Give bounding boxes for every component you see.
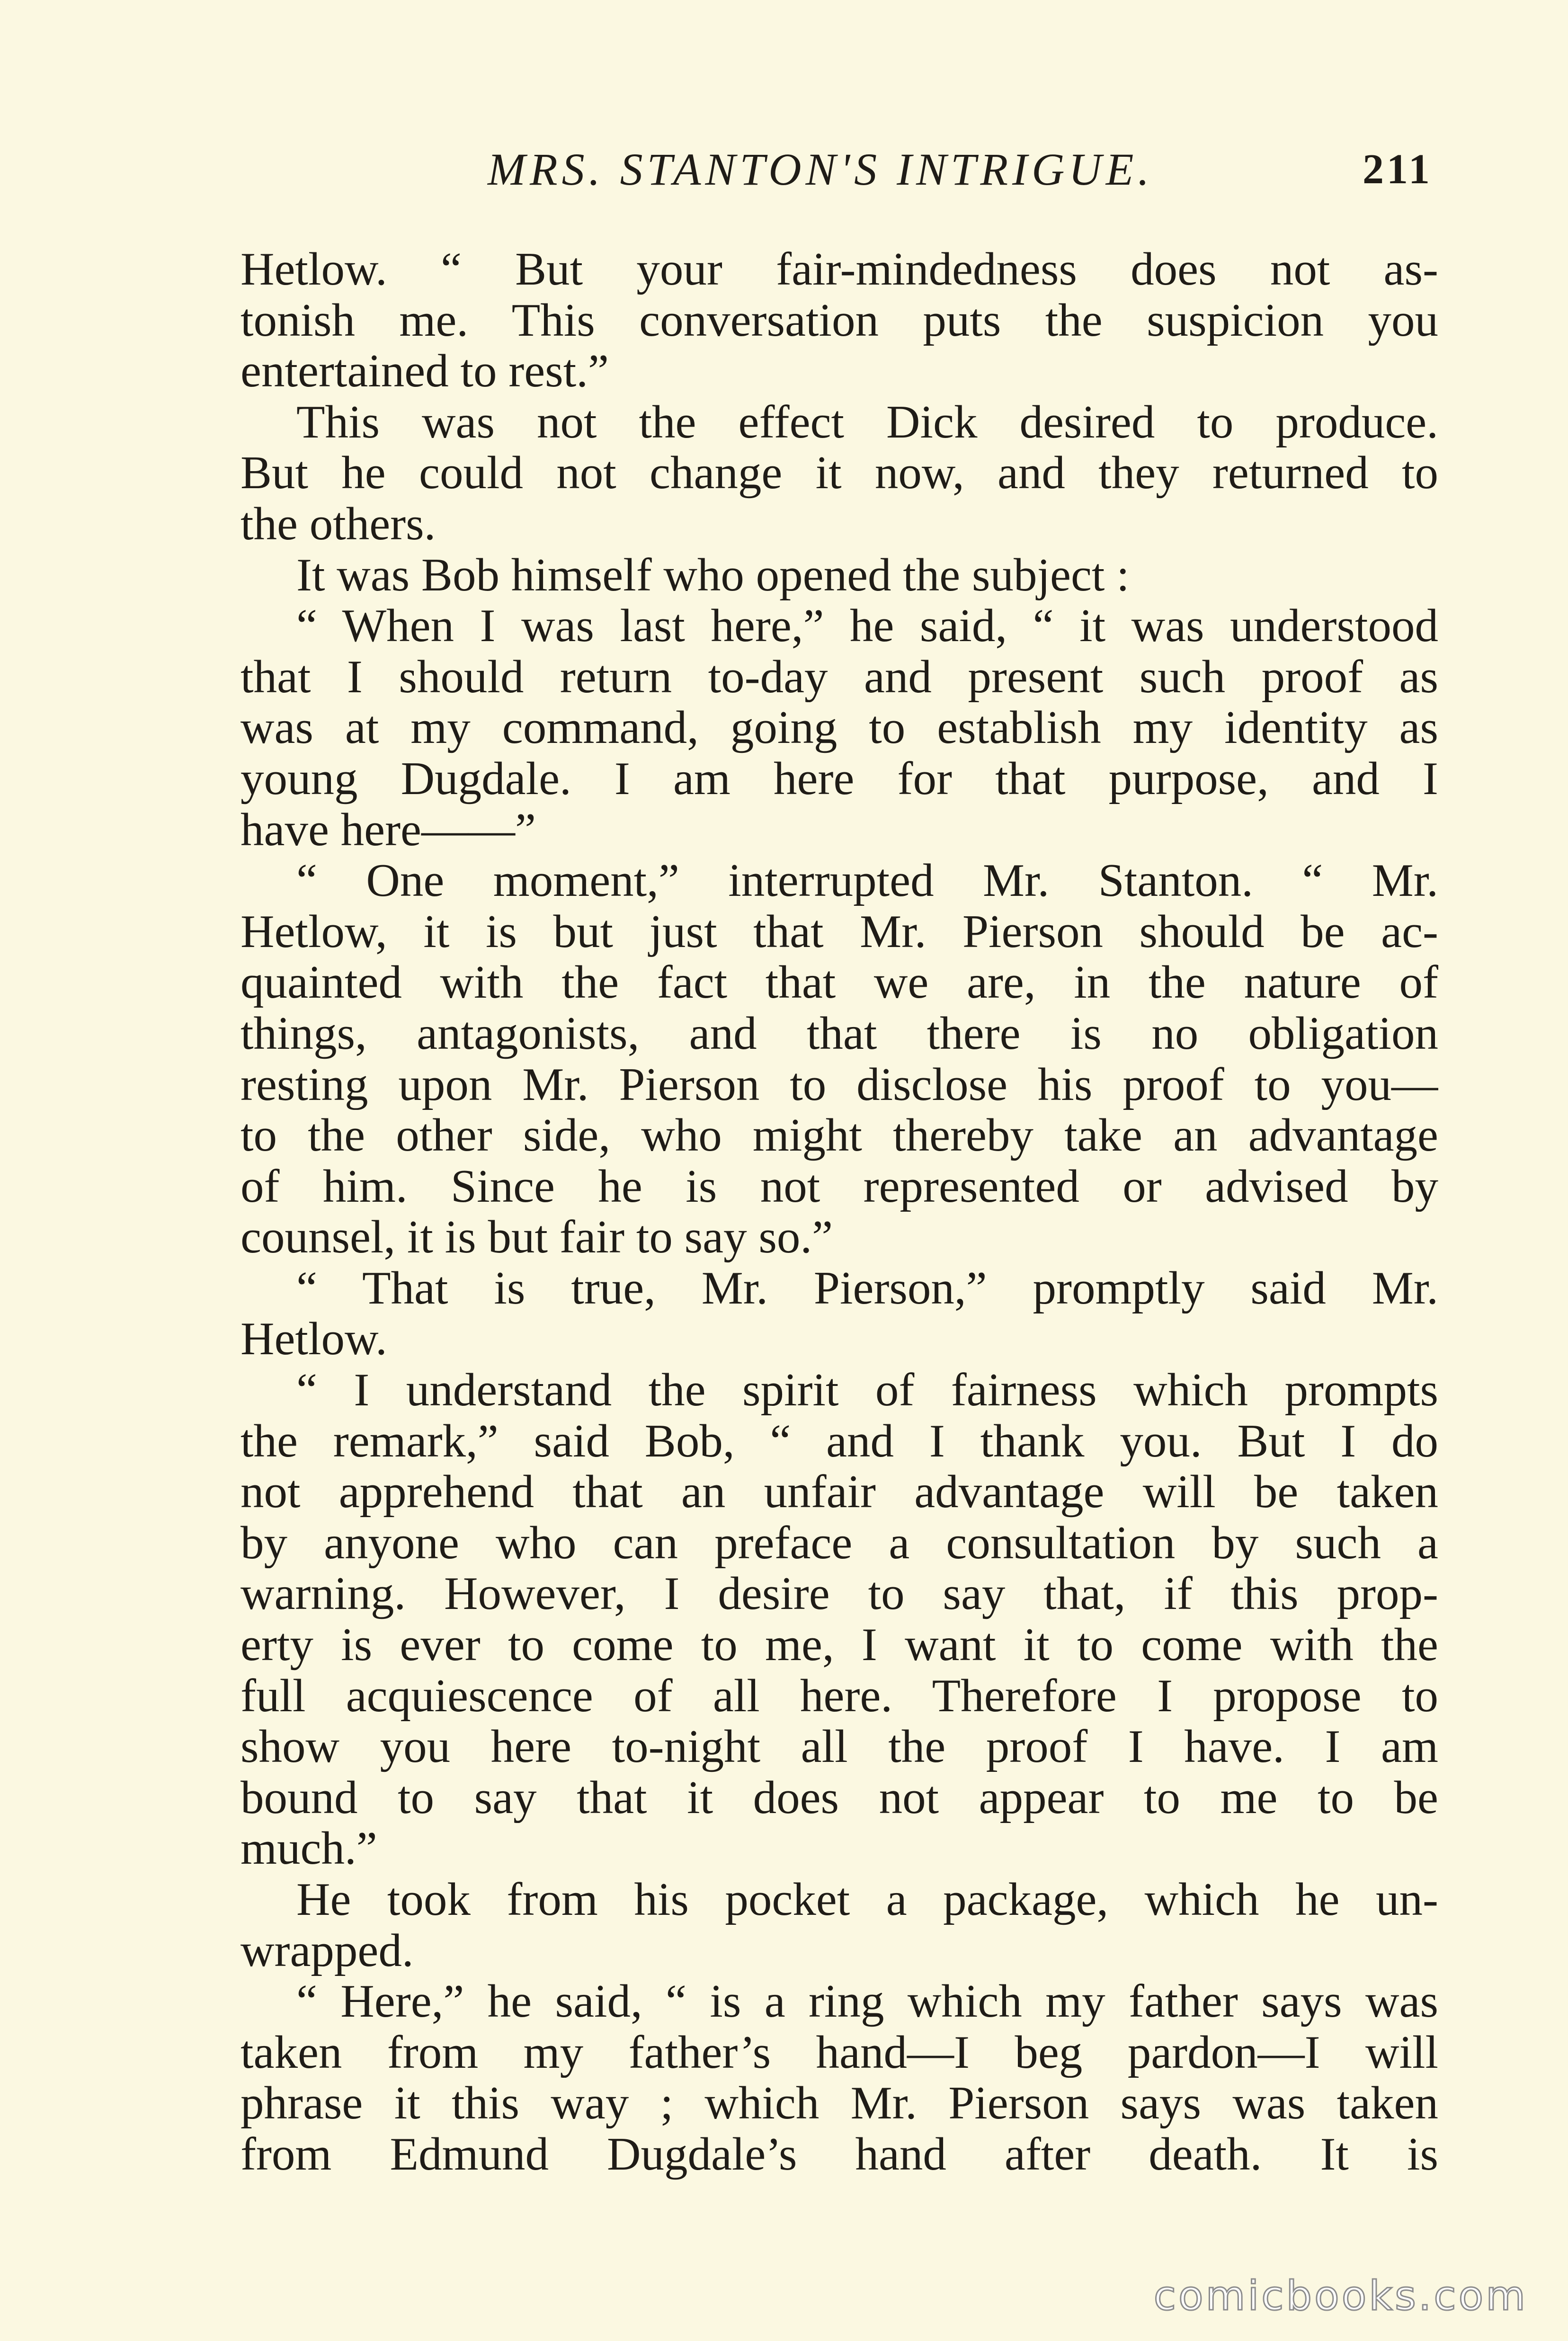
text-line: It was Bob himself who opened the subject : xyxy=(296,549,1130,601)
text-line: have here——” xyxy=(241,804,536,856)
text-line: But he could not change it now, and they returned to xyxy=(241,447,1438,499)
text-line: was at my command, going to establish my identity as xyxy=(241,702,1438,753)
text-line: full acquiescence of all here. Therefore I propose to xyxy=(241,1670,1438,1722)
text-line: erty is ever to come to me, I want it to come with the xyxy=(241,1619,1438,1671)
text-line: He took from his pocket a package, which he un- xyxy=(296,1874,1438,1925)
text-line: the remark,” said Bob, “ and I thank you. But I do xyxy=(241,1415,1438,1467)
text-line: entertained to rest.” xyxy=(241,346,609,397)
text-line: Hetlow. “ But your fair-mindedness does not as- xyxy=(241,244,1438,295)
text-line: Hetlow. xyxy=(241,1313,387,1365)
body-text xyxy=(241,244,1438,2180)
text-line: “ That is true, Mr. Pierson,” promptly said Mr. xyxy=(296,1262,1438,1314)
text-line: Hetlow, it is but just that Mr. Pierson should be ac- xyxy=(241,906,1438,957)
text-line: the others. xyxy=(241,498,436,550)
text-line: by anyone who can preface a consultation by such a xyxy=(241,1517,1438,1569)
text-line: from Edmund Dugdale’s hand after death. It is xyxy=(241,2128,1438,2180)
text-line: “ One moment,” interrupted Mr. Stanton. “ Mr. xyxy=(296,855,1438,906)
watermark-logo: comicbooks.com xyxy=(1153,2272,1528,2320)
text-line: not apprehend that an unfair advantage will be taken xyxy=(241,1466,1438,1518)
text-line: of him. Since he is not represented or advised by xyxy=(241,1161,1438,1212)
text-line: tonish me. This conversation puts the suspicion you xyxy=(241,295,1438,346)
text-line: quainted with the fact that we are, in the nature of xyxy=(241,957,1438,1008)
text-line: warning. However, I desire to say that, if this prop- xyxy=(241,1568,1438,1620)
text-line: bound to say that it does not appear to me to be xyxy=(241,1772,1438,1823)
text-line: to the other side, who might thereby take an advantage xyxy=(241,1110,1438,1161)
text-line: show you here to-night all the proof I have. I am xyxy=(241,1721,1438,1772)
text-line: taken from my father’s hand—I beg pardon—I will xyxy=(241,2027,1438,2078)
text-line: much.” xyxy=(241,1823,377,1874)
text-line: counsel, it is but fair to say so.” xyxy=(241,1212,833,1263)
text-line: “ When I was last here,” he said, “ it was understood xyxy=(296,600,1438,652)
text-line: wrapped. xyxy=(241,1925,414,1976)
page-number: 211 xyxy=(1363,146,1433,193)
text-line: that I should return to-day and present such proof as xyxy=(241,651,1438,703)
running-title: MRS. STANTON'S INTRIGUE. xyxy=(488,144,1154,195)
text-line: phrase it this way ; which Mr. Pierson says was taken xyxy=(241,2078,1438,2129)
text-line: This was not the effect Dick desired to produce. xyxy=(296,396,1438,448)
text-line: “ I understand the spirit of fairness which prompts xyxy=(296,1365,1438,1416)
text-line: “ Here,” he said, “ is a ring which my father says was xyxy=(296,1976,1438,2027)
text-line: things, antagonists, and that there is no obligation xyxy=(241,1008,1438,1059)
text-line: resting upon Mr. Pierson to disclose his proof to you— xyxy=(241,1059,1438,1110)
text-line: young Dugdale. I am here for that purpose, and I xyxy=(241,753,1438,804)
